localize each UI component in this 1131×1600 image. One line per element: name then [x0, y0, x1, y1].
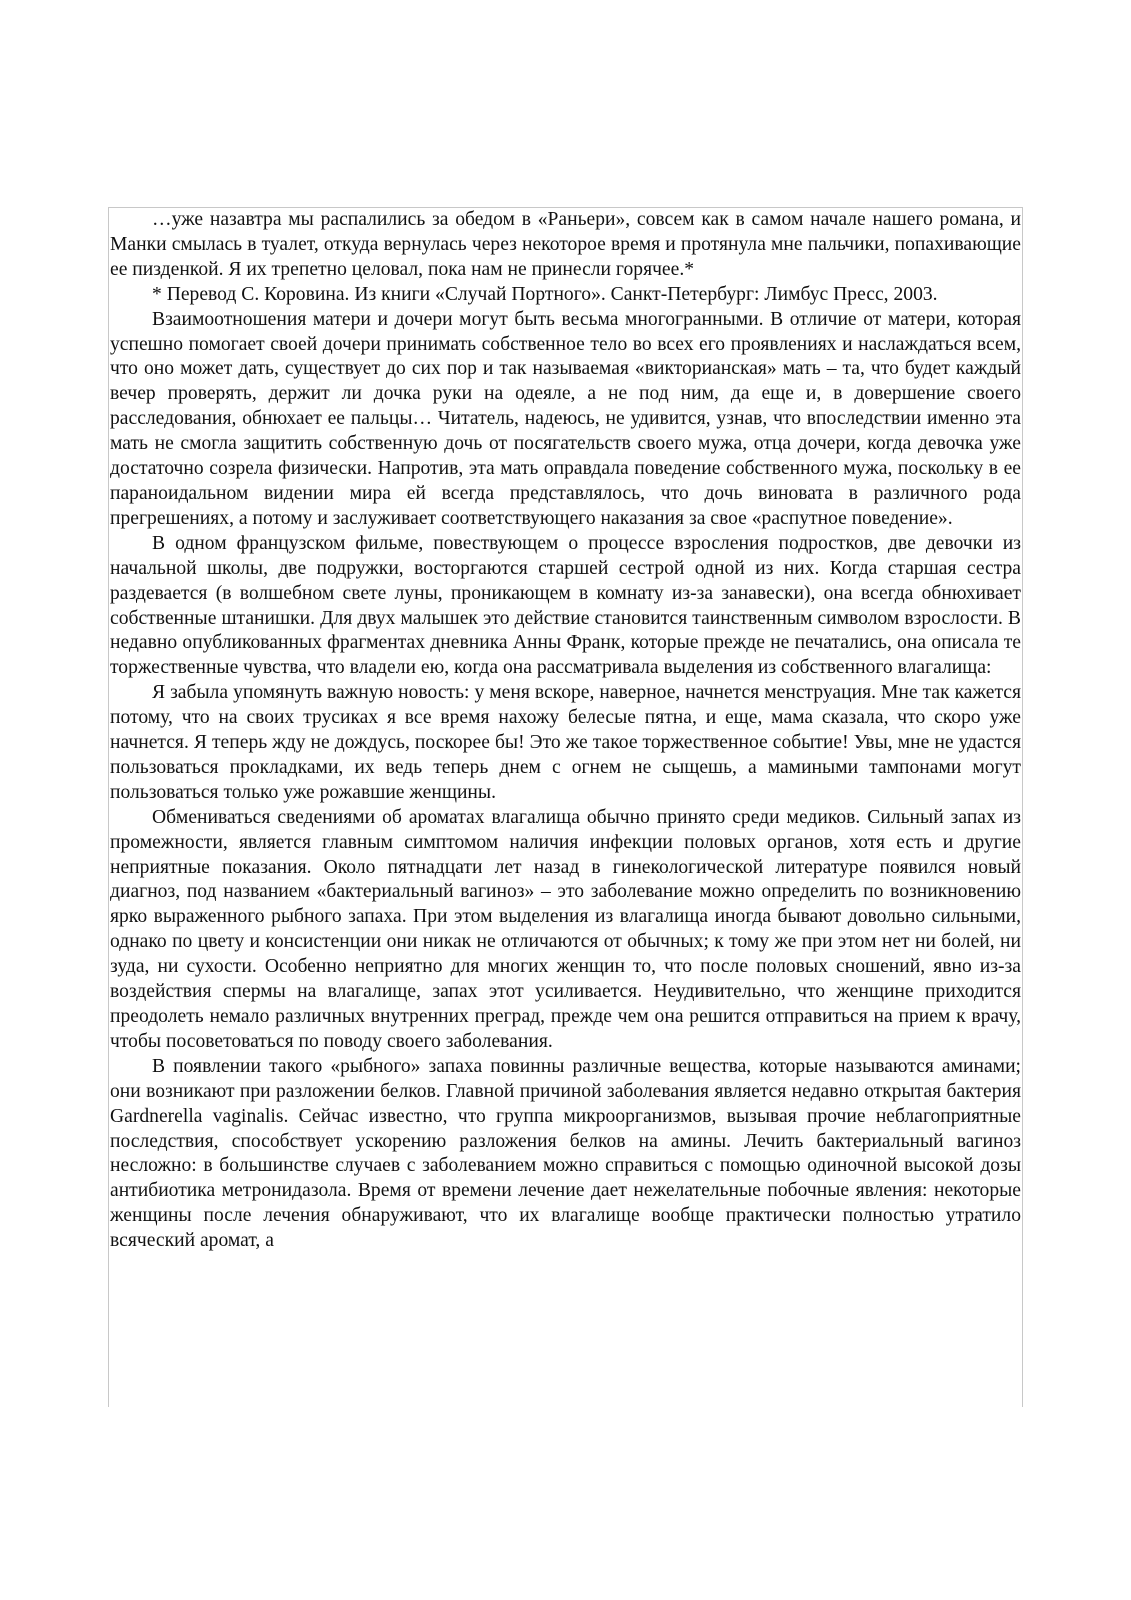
body-paragraph: В одном французском фильме, повествующем о процессе взросления подростков, две девочки из начальной школы, две подружки, восторгаются старшей сестрой одной из них. Когда старшая сестра раздевается (в волшебном свете луны, проникающем в комнату из-за занавески), она всегда обнюхивает собственные штанишки. Для двух малышек это действие становится таинственным символом взрослости. В недавно опубликованных фрагментах дневника Анны Франк, которые прежде не печатались, она описала те торжественные чувства, что владели ею, когда она рассматривала выделения из собственного влагалища: — [110, 532, 1021, 679]
quote-paragraph: …уже назавтра мы распалились за обедом в «Раньери», совсем как в самом начале нашего романа, и Манки смылась в туалет, откуда вернулась через некоторое время и протянула мне пальчики, попахивающие ее пизденкой. Я их трепетно целовал, пока нам не принесли горячее.* — [110, 209, 1021, 280]
body-paragraph: Обмениваться сведениями об ароматах влагалища обычно принято среди медиков. Сильный запах из промежности, является главным симптомом наличия инфекции половых органов, хотя есть и другие неприятные показания. Около пятнадцати лет назад в гинекологической литературе появился новый диагноз, под названием «бактериальный вагиноз» – это заболевание можно определить по возникновению ярко выраженного рыбного запаха. При этом выделения из влагалища иногда бывают довольно сильными, однако по цвету и консистенции они никак не отличаются от обычных; к тому же при этом нет ни болей, ни зуда, ни сухости. Особенно неприятно для многих женщин то, что после половых сношений, явно из-за воздействия спермы на влагалище, запах этот усиливается. Неудивительно, что женщине приходится преодолеть немало различных внутренних преград, прежде чем она решится отправиться на прием к врачу, чтобы посоветоваться по поводу своего заболевания. — [110, 806, 1021, 1052]
body-paragraph: Взаимоотношения матери и дочери могут быть весьма многогранными. В отличие от матери, которая успешно помогает своей дочери принимать собственное тело во всех его проявлениях и наслаждаться всем, что оно может дать, существует до сих пор и так называемая «викторианская» мать – та, что будет каждый вечер проверять, держит ли дочка руки на одеяле, а не под ним, да еще и, в довершение своего расследования, обнюхает ее пальцы… Читатель, надеюсь, не удивится, узнав, что впоследствии именно эта мать не смогла защитить собственную дочь от посягательств своего мужа, отца дочери, когда девочка уже достаточно созрела физически. Напротив, эта мать оправдала поведение собственного мужа, поскольку в ее параноидальном видении мира ей всегда представлялось, что дочь виновата в различного рода прегрешениях, а потому и заслуживает соответствующего наказания за свое «распутное поведение». — [110, 308, 1021, 529]
footnote-paragraph: * Перевод С. Коровина. Из книги «Случай Портного». Санкт-Петербург: Лимбус Пресс, 2003. — [152, 283, 938, 305]
diary-quote-paragraph: Я забыла упомянуть важную новость: у меня вскоре, наверное, начнется менструация. Мне так кажется потому, что на своих трусиках я все время нахожу белесые пятна, и еще, мама сказала, что скоро уже начнется. Я теперь жду не дождусь, поскорее бы! Это же такое торжественное событие! Увы, мне не удастся пользоваться прокладками, их ведь теперь днем с огнем не сыщешь, а мамиными тампонами могут пользоваться только уже рожавшие женщины. — [110, 682, 1021, 803]
text-frame — [108, 207, 1023, 1407]
body-paragraph: В появлении такого «рыбного» запаха повинны различные вещества, которые называются аминами; они возникают при разложении белков. Главной причиной заболевания является недавно открытая бактерия Gardnerella vaginalis. Сейчас известно, что группа микроорганизмов, вызывая прочие неблагоприятные последствия, способствует ускорению разложения белков на амины. Лечить бактериальный вагиноз несложно: в большинстве случаев с заболеванием можно справиться с помощью одиночной высокой дозы антибиотика метронидазола. Время от времени лечение дает нежелательные побочные явления: некоторые женщины после лечения обнаруживают, что их влагалище вообще практически полностью утратило всяческий аромат, а — [110, 1055, 1021, 1252]
